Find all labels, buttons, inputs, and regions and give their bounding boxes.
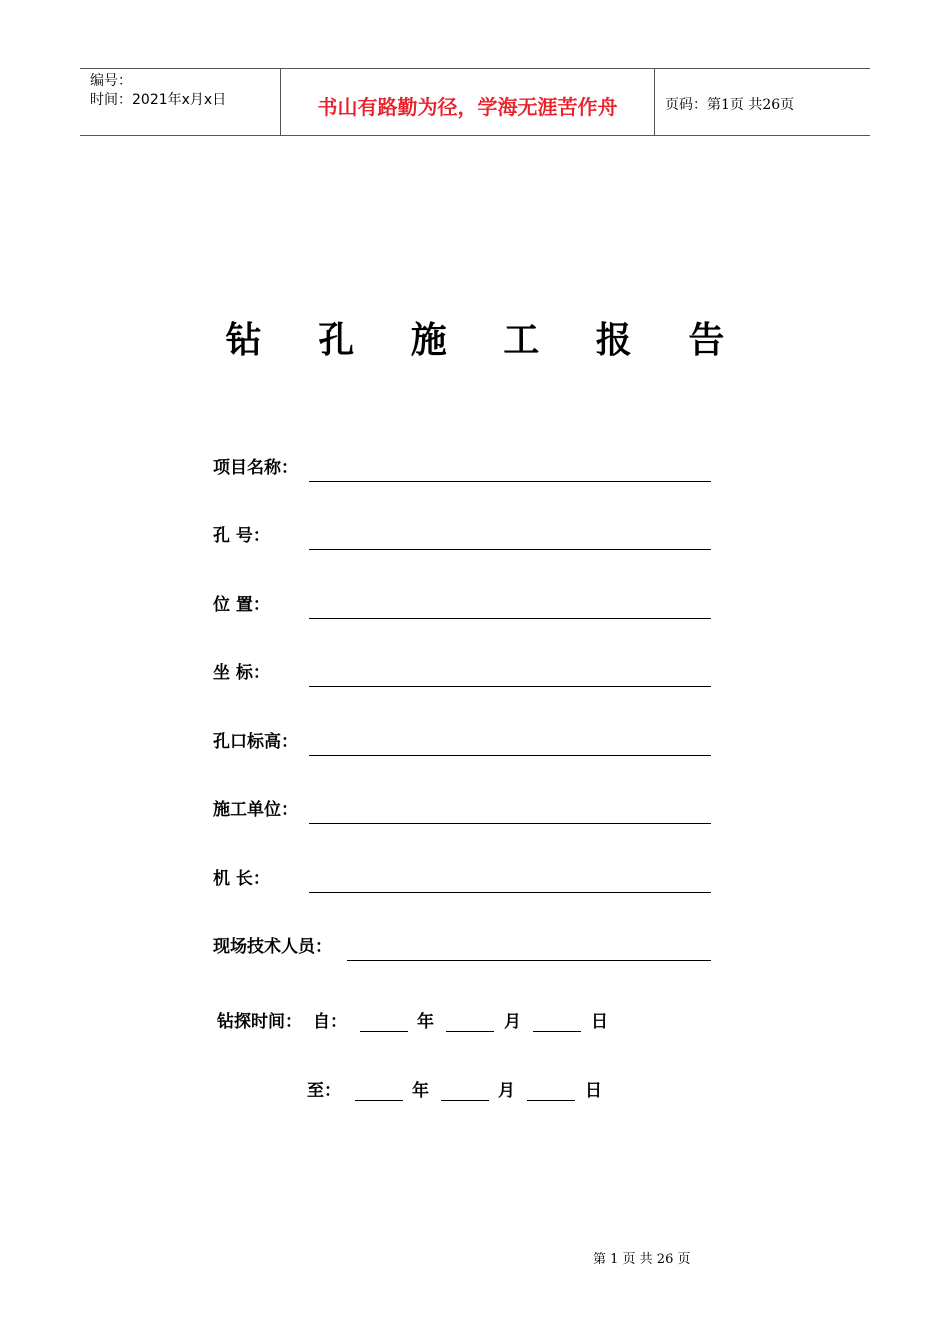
hole-no-label: 孔 号： xyxy=(213,526,270,546)
to-month-unit: 月 xyxy=(498,1081,515,1101)
field-contractor xyxy=(213,794,713,824)
field-tech-staff xyxy=(213,931,713,961)
from-month-unit: 月 xyxy=(504,1012,521,1032)
coordinates-label: 坐 标： xyxy=(213,663,270,683)
position-input-line[interactable] xyxy=(309,617,711,619)
to-month-input-line[interactable] xyxy=(441,1099,489,1101)
to-day-unit: 日 xyxy=(585,1081,602,1101)
field-coordinates xyxy=(213,657,713,687)
position-label: 位 置： xyxy=(213,595,270,615)
from-year-input-line[interactable] xyxy=(360,1030,408,1032)
field-position xyxy=(213,589,713,619)
from-month-input-line[interactable] xyxy=(446,1030,494,1032)
document-title: 钻 孔 施 工 报 告 xyxy=(225,319,747,361)
to-year-input-line[interactable] xyxy=(355,1099,403,1101)
motto-text: 书山有路勤为径，学海无涯苦作舟 xyxy=(317,95,618,119)
to-year-unit: 年 xyxy=(412,1081,429,1101)
from-label: 自： xyxy=(313,1012,347,1032)
header-page-cell xyxy=(655,69,870,135)
page-footer: 第 1 页 共 26 页 xyxy=(593,1252,691,1267)
field-captain xyxy=(213,863,713,893)
page-header xyxy=(80,68,870,136)
from-day-unit: 日 xyxy=(591,1012,608,1032)
coordinates-input-line[interactable] xyxy=(309,685,711,687)
time-label: 时间：2021年x月x日 xyxy=(90,92,227,108)
hole-no-input-line[interactable] xyxy=(309,548,711,550)
header-motto-cell xyxy=(281,69,655,135)
tech-staff-input-line[interactable] xyxy=(347,959,711,961)
project-name-label: 项目名称： xyxy=(213,458,298,478)
drilling-time-from-row xyxy=(217,1004,637,1034)
project-name-input-line[interactable] xyxy=(309,480,711,482)
drilling-time-label: 钻探时间： xyxy=(217,1012,302,1032)
page-info: 页码：第1页 共26页 xyxy=(665,97,795,113)
from-day-input-line[interactable] xyxy=(533,1030,581,1032)
from-year-unit: 年 xyxy=(417,1012,434,1032)
collar-elevation-input-line[interactable] xyxy=(309,754,711,756)
drilling-time-to-row xyxy=(307,1073,637,1103)
captain-input-line[interactable] xyxy=(309,891,711,893)
contractor-input-line[interactable] xyxy=(309,822,711,824)
to-day-input-line[interactable] xyxy=(527,1099,575,1101)
tech-staff-label: 现场技术人员： xyxy=(213,937,332,957)
serial-number-label: 编号： xyxy=(90,73,132,89)
field-project-name xyxy=(213,452,713,482)
to-label: 至： xyxy=(307,1081,341,1101)
field-collar-elevation xyxy=(213,726,713,756)
collar-elevation-label: 孔口标高： xyxy=(213,732,298,752)
field-hole-no xyxy=(213,520,713,550)
contractor-label: 施工单位： xyxy=(213,800,298,820)
captain-label: 机 长： xyxy=(213,869,270,889)
header-meta-cell xyxy=(80,69,281,135)
